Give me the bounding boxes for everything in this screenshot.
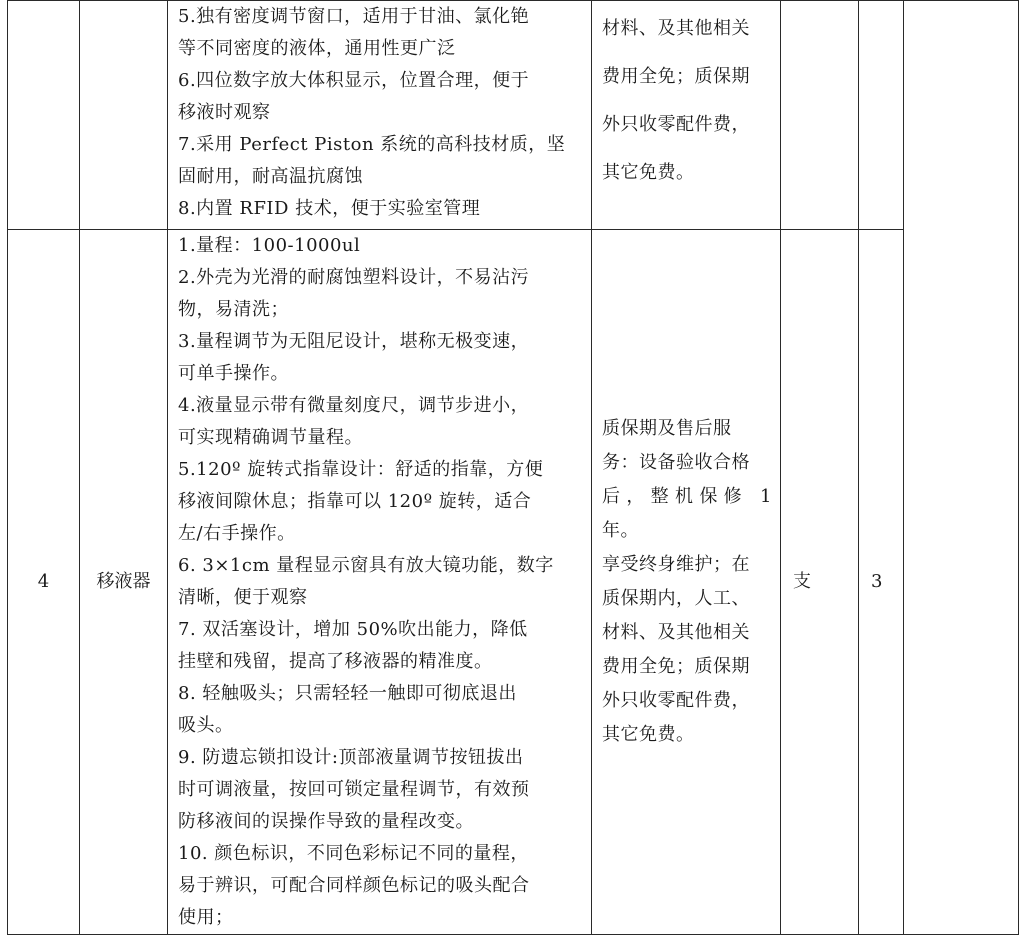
service-line: 外只收零配件费， [602, 690, 750, 711]
quantity-cell [859, 230, 904, 935]
remarks-cell [904, 1, 1019, 935]
description-line: 固耐用，耐高温抗腐蚀 [178, 166, 363, 187]
description-line: 物，易清洗； [178, 299, 289, 320]
service-line: 其它免费。 [602, 162, 695, 183]
description-line: 可实现精确调节量程。 [178, 427, 363, 448]
item-name-cell [80, 1, 168, 230]
description-line: 7.采用 Perfect Piston 系统的高科技材质，坚 [178, 134, 566, 155]
description-cell [168, 230, 592, 935]
description-line: 挂壁和残留，提高了移液器的精准度。 [178, 651, 493, 672]
description-line: 可单手操作。 [178, 363, 289, 384]
description-list [168, 1, 591, 225]
description-line: 7. 双活塞设计，增加 50%吹出能力，降低 [178, 619, 528, 640]
spec-table [7, 0, 1019, 935]
description-line: 使用； [178, 907, 234, 928]
service-line: 质保期及售后服 [602, 418, 732, 439]
description-line: 9. 防遗忘锁扣设计:顶部液量调节按钮拔出 [178, 747, 524, 768]
service-line: 享受终身维护；在 [602, 554, 750, 575]
table-row [8, 1, 1019, 230]
quantity-text: 3 [871, 571, 883, 592]
description-line: 等不同密度的液体，通用性更广泛 [178, 38, 456, 59]
description-line: 1.量程：100-1000ul [178, 235, 361, 256]
service-line: 质保期内，人工、 [602, 588, 750, 609]
service-line: 外只收零配件费， [602, 114, 750, 135]
description-line: 移液间隙休息；指靠可以 120º 旋转，适合 [178, 491, 532, 512]
service-line: 费用全免；质保期 [602, 66, 750, 87]
quantity-text [859, 104, 871, 125]
description-list [168, 230, 591, 934]
description-line: 6.四位数字放大体积显示，位置合理，便于 [178, 70, 530, 91]
service-line: 材料、及其他相关 [602, 18, 750, 39]
description-line: 清晰，便于观察 [178, 587, 308, 608]
service-line: 材料、及其他相关 [602, 622, 750, 643]
unit-text: 支 [793, 571, 811, 592]
item-number-cell [8, 1, 80, 230]
description-line: 移液时观察 [178, 102, 271, 123]
description-line: 时可调液量，按回可锁定量程调节，有效预 [178, 779, 530, 800]
description-line: 8.内置 RFID 技术，便于实验室管理 [178, 198, 481, 219]
description-cell [168, 1, 592, 230]
item-name-cell [80, 230, 168, 935]
service-line: 务：设备验收合格 [602, 452, 750, 473]
description-line: 6. 3×1cm 量程显示窗具有放大镜功能，数字 [178, 555, 554, 576]
unit-text [781, 104, 793, 125]
service-line: 后，整机保修 1 年。 [602, 486, 772, 541]
description-line: 10. 颜色标识，不同色彩标记不同的量程， [178, 843, 529, 864]
service-line: 其它免费。 [602, 724, 695, 745]
service-cell [592, 230, 781, 935]
service-cell [592, 1, 781, 230]
item-number: 4 [37, 571, 50, 592]
quantity-cell [859, 1, 904, 230]
item-name: 移液器 [96, 571, 151, 592]
description-line: 8. 轻触吸头；只需轻轻一触即可彻底退出 [178, 683, 517, 704]
service-text [592, 1, 780, 197]
unit-cell [781, 1, 859, 230]
description-line: 2.外壳为光滑的耐腐蚀塑料设计，不易沾污 [178, 267, 530, 288]
description-line: 防移液间的误操作导致的量程改变。 [178, 811, 474, 832]
description-line: 易于辨识，可配合同样颜色标记的吸头配合 [178, 875, 530, 896]
description-line: 4.液量显示带有微量刻度尺，调节步进小， [178, 395, 530, 416]
description-line: 5.独有密度调节窗口，适用于甘油、氯化铯 [178, 6, 530, 27]
service-line: 费用全免；质保期 [602, 656, 750, 677]
unit-cell [781, 230, 859, 935]
table-row [8, 230, 1019, 935]
item-number-cell [8, 230, 80, 935]
description-line: 5.120º 旋转式指靠设计：舒适的指靠，方便 [178, 459, 544, 480]
description-line: 吸头。 [178, 715, 234, 736]
description-line: 左/右手操作。 [178, 523, 296, 544]
service-text [592, 412, 780, 752]
description-line: 3.量程调节为无阻尼设计，堪称无极变速， [178, 331, 530, 352]
